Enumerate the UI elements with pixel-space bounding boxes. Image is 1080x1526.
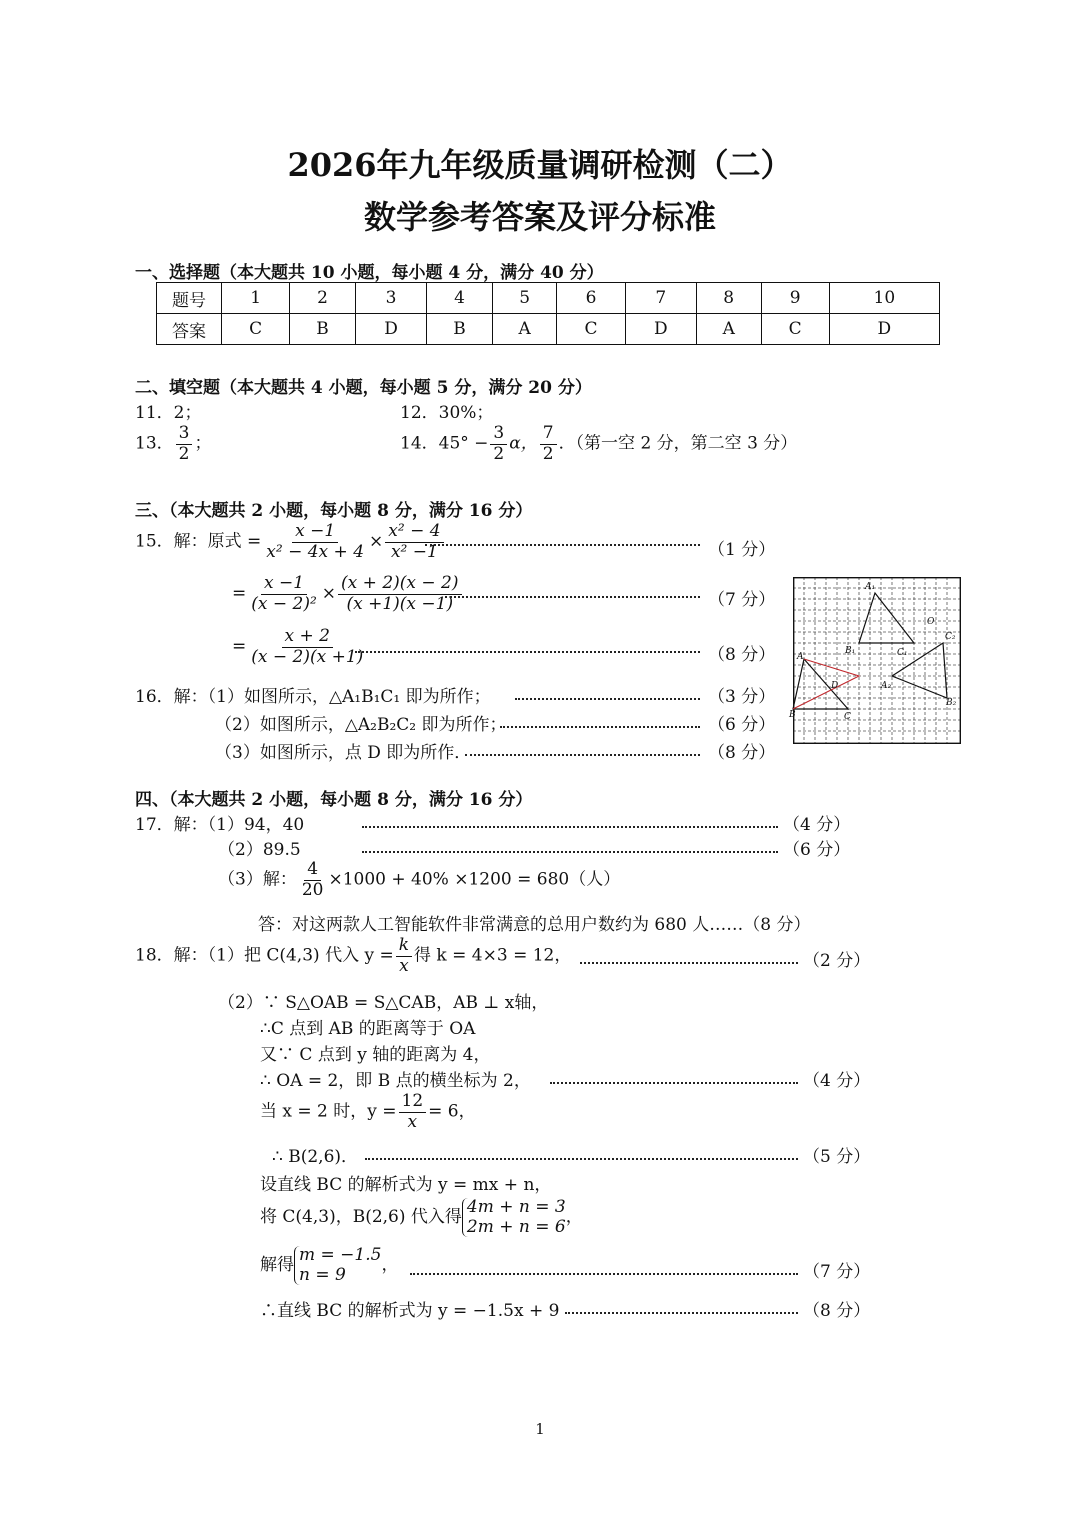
table-cell: D bbox=[355, 314, 426, 345]
triangle-a1b1c1 bbox=[859, 593, 914, 643]
denominator: 2 bbox=[542, 443, 554, 464]
numerator: x + 2 bbox=[282, 627, 333, 648]
q17-line3 bbox=[218, 860, 620, 900]
answer-13 bbox=[135, 424, 211, 464]
grid-lines bbox=[793, 577, 961, 744]
table-cell: B bbox=[427, 314, 493, 345]
fraction bbox=[299, 860, 327, 900]
section3-heading: 三、（本大题共 2 小题，每小题 8 分，满分 16 分） bbox=[135, 501, 533, 521]
table-cell: 2 bbox=[290, 283, 356, 314]
equation: 2m + n = 6 bbox=[466, 1216, 566, 1237]
solution-system bbox=[294, 1246, 381, 1285]
fraction bbox=[396, 936, 412, 976]
numerator: 3 bbox=[490, 424, 507, 445]
fraction bbox=[248, 574, 320, 614]
leader-dots bbox=[465, 754, 700, 756]
leader-dots bbox=[550, 1082, 798, 1084]
numerator: x −1 bbox=[261, 574, 307, 595]
table-cell: B bbox=[290, 314, 356, 345]
page-subtitle: 数学参考答案及评分标准 bbox=[363, 198, 716, 236]
denominator: 20 bbox=[301, 879, 324, 900]
q17-3-label: （3）解： bbox=[218, 869, 297, 890]
table-cell: C bbox=[222, 314, 290, 345]
fraction bbox=[248, 627, 366, 667]
q18-line6 bbox=[260, 1092, 476, 1132]
fraction bbox=[385, 522, 443, 562]
table-cell: C bbox=[761, 314, 829, 345]
leader-dots bbox=[362, 851, 778, 853]
table-cell: 6 bbox=[557, 283, 625, 314]
table-cell: 3 bbox=[355, 283, 426, 314]
equation: 4m + n = 3 bbox=[466, 1197, 566, 1217]
q16-line1: 16．解：（1）如图所示，△A₁B₁C₁ 即为所作； bbox=[135, 687, 491, 707]
q18-line5: ∴ OA = 2，即 B 点的横坐标为 2， bbox=[260, 1071, 531, 1091]
numerator: x² − 4 bbox=[385, 522, 443, 543]
numerator: x −1 bbox=[292, 522, 338, 543]
denominator: x² − 4x + 4 bbox=[266, 541, 365, 562]
fraction bbox=[540, 424, 557, 464]
score-label: （2 分） bbox=[803, 951, 871, 971]
denominator: x bbox=[407, 1111, 418, 1132]
label-b: B bbox=[789, 710, 796, 720]
q18-line2: （2）∵ S△OAB = S△CAB，AB ⊥ x轴， bbox=[218, 993, 549, 1013]
q17-answer: 答：对这两款人工智能软件非常满意的总用户数约为 680 人……（8 分） bbox=[258, 915, 811, 935]
table-row bbox=[157, 314, 940, 345]
q17-line2: （2）89.5 bbox=[218, 840, 301, 860]
denominator: (x +1)(x −1) bbox=[346, 593, 454, 614]
label-c2: C₂ bbox=[945, 632, 956, 642]
score-label: （8 分） bbox=[803, 1301, 871, 1321]
label-a2: A₂ bbox=[881, 681, 892, 691]
table-cell: 8 bbox=[696, 283, 761, 314]
leader-dots bbox=[565, 1312, 798, 1314]
leader-dots bbox=[515, 698, 700, 700]
numerator: 4 bbox=[304, 860, 321, 881]
leader-dots bbox=[445, 596, 700, 598]
q18-10-label: 解得 bbox=[260, 1255, 294, 1276]
leader-dots bbox=[365, 1158, 798, 1160]
score-label: （7 分） bbox=[708, 590, 776, 610]
score-label: （8 分） bbox=[708, 743, 776, 763]
q15-line2 bbox=[232, 574, 464, 614]
fraction bbox=[338, 574, 461, 614]
equals-sign: = bbox=[232, 583, 247, 604]
score-label: （4 分） bbox=[783, 815, 851, 835]
q18-line11: ∴直线 BC 的解析式为 y = −1.5x + 9 bbox=[260, 1301, 560, 1321]
table-cell: A bbox=[492, 314, 557, 345]
equals-sign: = bbox=[232, 636, 247, 657]
answer-14-mid: α， bbox=[509, 433, 538, 454]
q18-1-label: 18．解：（1）把 C(4,3) 代入 y = bbox=[135, 945, 394, 966]
denominator: (x − 2)² bbox=[251, 593, 317, 614]
score-label: （3 分） bbox=[708, 687, 776, 707]
leader-dots bbox=[425, 544, 700, 546]
denominator: x bbox=[399, 955, 409, 976]
q16-line2: （2）如图所示，△A₂B₂C₂ 即为所作； bbox=[215, 715, 507, 735]
q18-line9 bbox=[260, 1198, 583, 1237]
label-a1: A₁ bbox=[865, 582, 876, 592]
q15-line1 bbox=[135, 522, 446, 562]
q16-line3: （3）如图所示，点 D 即为所作． bbox=[215, 743, 472, 763]
section4-heading: 四、（本大题共 2 小题，每小题 8 分，满分 16 分） bbox=[135, 790, 533, 810]
table-cell: 9 bbox=[761, 283, 829, 314]
fraction bbox=[176, 424, 193, 464]
q18-line10 bbox=[260, 1246, 398, 1285]
table-row-label: 答案 bbox=[157, 314, 222, 345]
punctuation: ， bbox=[381, 1255, 399, 1276]
answer-14 bbox=[400, 424, 797, 464]
denominator: 2 bbox=[178, 443, 190, 464]
table-cell: 4 bbox=[427, 283, 493, 314]
equation-system bbox=[462, 1198, 566, 1237]
fraction bbox=[399, 1092, 427, 1132]
triangle-abc bbox=[793, 659, 848, 709]
page-title: 2026年九年级质量调研检测（二） bbox=[287, 146, 793, 184]
q18-6-label: 当 x = 2 时，y = bbox=[260, 1101, 397, 1122]
equation: m = −1.5 bbox=[299, 1245, 382, 1265]
denominator: x² −1 bbox=[390, 541, 438, 562]
q18-line8: 设直线 BC 的解析式为 y = mx + n， bbox=[260, 1175, 552, 1195]
leader-dots bbox=[500, 726, 700, 728]
label-d: D bbox=[831, 681, 839, 691]
times-sign: × bbox=[321, 583, 337, 604]
leader-dots bbox=[580, 962, 798, 964]
label-a: A bbox=[797, 652, 804, 662]
label-b2: B₂ bbox=[946, 698, 957, 708]
fraction bbox=[263, 522, 367, 562]
q18-line1 bbox=[135, 936, 571, 976]
table-cell: 7 bbox=[625, 283, 696, 314]
q18-line3: ∴C 点到 AB 的距离等于 OA bbox=[260, 1019, 476, 1039]
grid-figure bbox=[789, 577, 961, 744]
equation: n = 9 bbox=[299, 1264, 346, 1285]
numerator: 3 bbox=[176, 424, 193, 445]
answer-14-label: 14．45° − bbox=[400, 433, 489, 454]
q15-label: 15．解：原式 = bbox=[135, 531, 262, 552]
q15-line3 bbox=[232, 627, 368, 667]
numerator: k bbox=[396, 936, 412, 957]
label-b1: B₁ bbox=[845, 646, 856, 656]
table-cell: 1 bbox=[222, 283, 290, 314]
score-label: （4 分） bbox=[803, 1071, 871, 1091]
label-c: C bbox=[844, 712, 851, 722]
answer-14-tail: ．（第一空 2 分，第二空 3 分） bbox=[558, 433, 798, 454]
q18-9-label: 将 C(4,3)，B(2,6) 代入得 bbox=[260, 1207, 462, 1228]
numerator: 7 bbox=[540, 424, 557, 445]
page-number: 1 bbox=[535, 1420, 545, 1438]
answer-13-label: 13． bbox=[135, 433, 174, 454]
table-cell: 10 bbox=[829, 283, 939, 314]
answer-13-tail: ； bbox=[194, 433, 212, 454]
grid-border bbox=[794, 578, 961, 744]
label-o: O bbox=[927, 617, 935, 627]
table-cell: C bbox=[557, 314, 625, 345]
table-cell: A bbox=[696, 314, 761, 345]
section1-heading: 一、选择题（本大题共 10 小题，每小题 4 分，满分 40 分） bbox=[135, 263, 604, 283]
score-label: （6 分） bbox=[708, 715, 776, 735]
table-cell: D bbox=[625, 314, 696, 345]
answer-12: 12．30%； bbox=[400, 403, 494, 423]
numerator: 12 bbox=[399, 1092, 427, 1113]
q17-line1: 17．解：（1）94，40 bbox=[135, 815, 305, 835]
q18-line4: 又∵ C 点到 y 轴的距离为 4， bbox=[260, 1045, 491, 1065]
leader-dots bbox=[355, 651, 700, 653]
score-label: （1 分） bbox=[708, 540, 776, 560]
section2-heading: 二、填空题（本大题共 4 小题，每小题 5 分，满分 20 分） bbox=[135, 378, 592, 398]
table-row bbox=[157, 283, 940, 314]
score-label: （7 分） bbox=[803, 1262, 871, 1282]
leader-dots bbox=[362, 826, 778, 828]
numerator: (x + 2)(x − 2) bbox=[338, 574, 461, 595]
q18-1-result: 得 k = 4×3 = 12， bbox=[414, 945, 572, 966]
denominator: (x − 2)(x +1) bbox=[251, 646, 364, 667]
answer-table bbox=[156, 282, 940, 345]
score-label: （5 分） bbox=[803, 1147, 871, 1167]
q18-6-result: = 6， bbox=[428, 1101, 476, 1122]
label-c1: C₁ bbox=[897, 648, 908, 658]
denominator: 2 bbox=[493, 443, 505, 464]
score-label: （8 分） bbox=[708, 645, 776, 665]
table-row-label: 题号 bbox=[157, 283, 222, 314]
table-cell: D bbox=[829, 314, 939, 345]
fraction bbox=[490, 424, 507, 464]
answer-11: 11．2； bbox=[135, 403, 202, 423]
times-sign: × bbox=[369, 531, 384, 552]
score-label: （6 分） bbox=[783, 840, 851, 860]
table-cell: 5 bbox=[492, 283, 557, 314]
punctuation: ， bbox=[565, 1207, 583, 1228]
q18-line7: ∴ B(2,6)． bbox=[272, 1147, 359, 1167]
leader-dots bbox=[410, 1273, 798, 1275]
q17-3-expression: ×1000 + 40% ×1200 = 680（人） bbox=[328, 869, 621, 890]
